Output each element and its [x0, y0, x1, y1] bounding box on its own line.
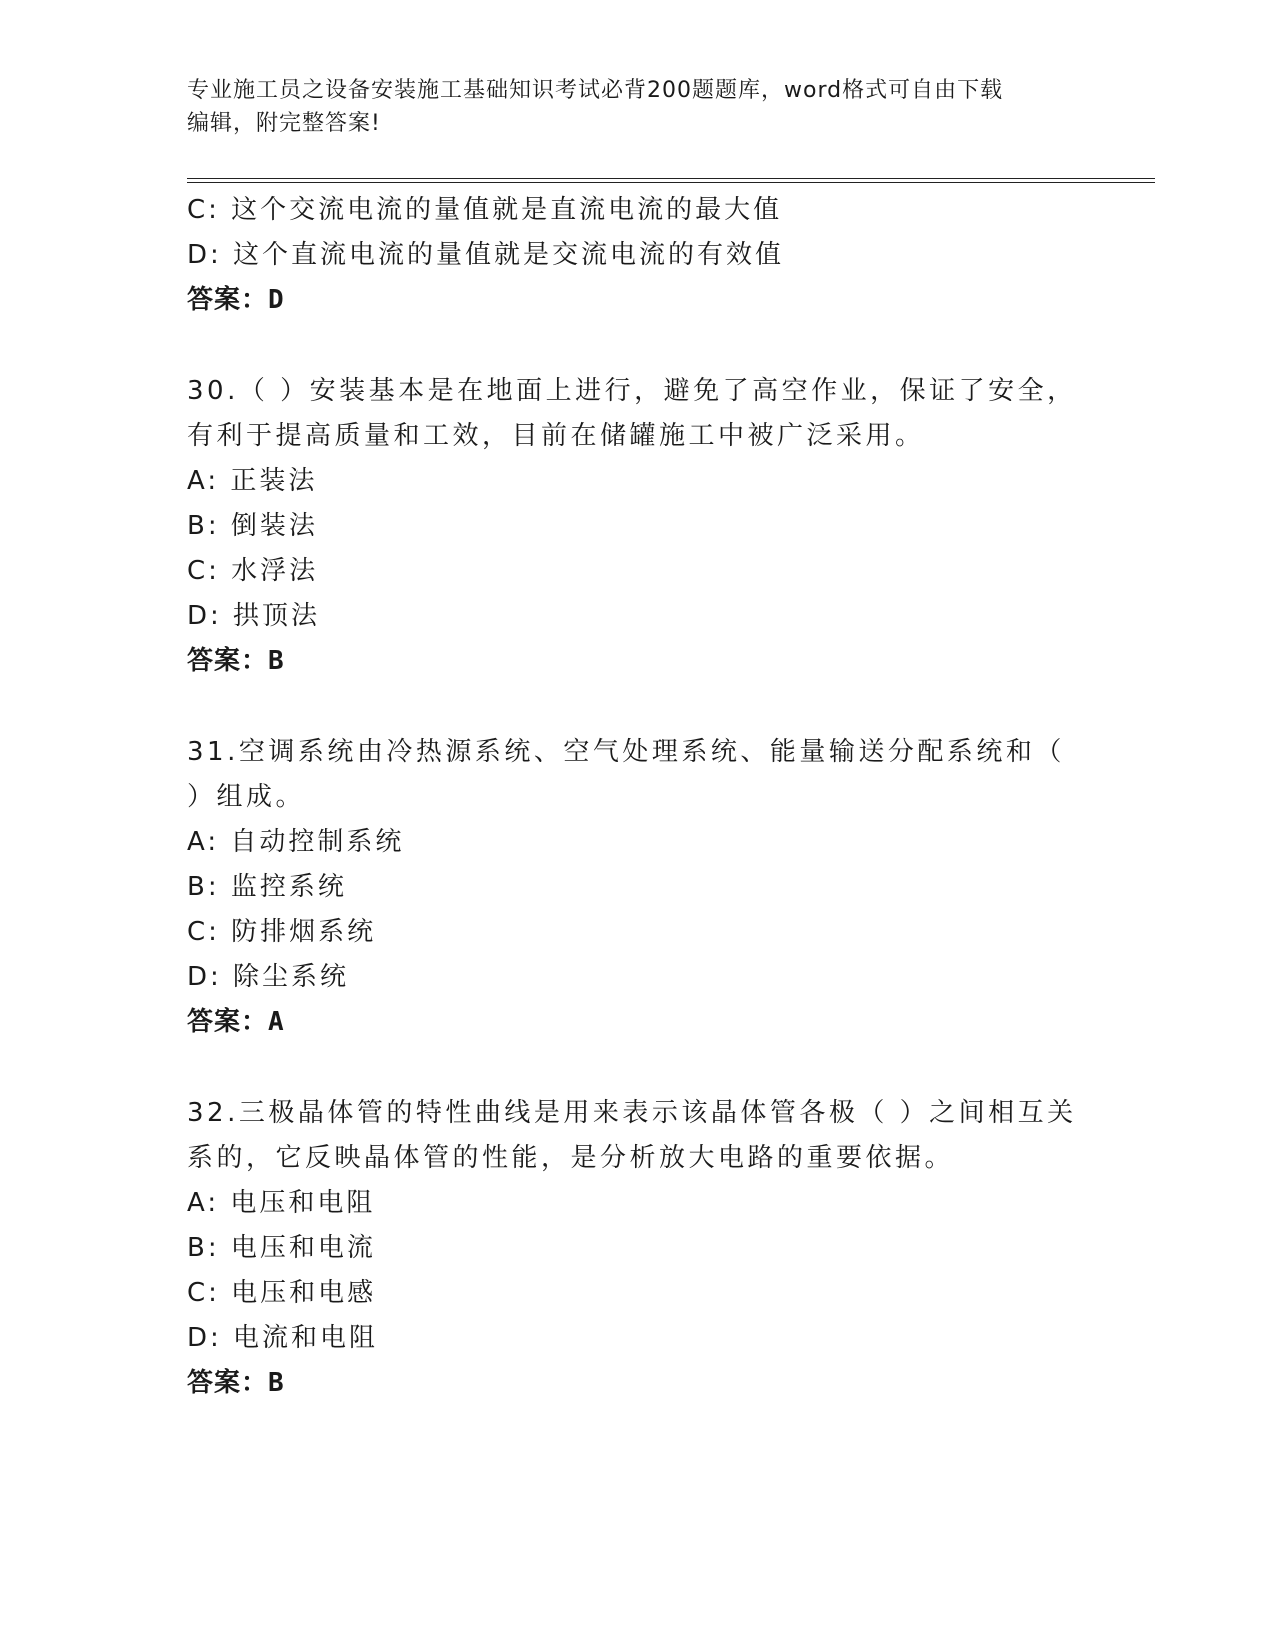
option-d: D: 这个直流电流的量值就是交流电流的有效值 — [187, 240, 785, 270]
spacer — [187, 684, 1067, 730]
option-b: B: 电压和电流 — [187, 1233, 376, 1263]
option-b: B: 监控系统 — [187, 872, 347, 902]
option-c: C: 这个交流电流的量值就是直流电流的最大值 — [187, 195, 783, 225]
option-a: A: 自动控制系统 — [187, 827, 405, 857]
option-d: D: 电流和电阻 — [187, 1323, 379, 1353]
question-stem-line-2: 系的，它反映晶体管的性能，是分析放大电路的重要依据。 — [187, 1143, 955, 1173]
page-header — [187, 74, 1087, 140]
option-a: A: 电压和电阻 — [187, 1188, 376, 1218]
option-a: A: 正装法 — [187, 466, 318, 496]
previous-question-tail — [187, 188, 1067, 323]
header-title-line-1: 专业施工员之设备安装施工基础知识考试必背200题题库，word格式可自由下载 — [187, 78, 1004, 103]
answer: 答案：A — [187, 1007, 285, 1037]
question-stem-line-2: 有利于提高质量和工效，目前在储罐施工中被广泛采用。 — [187, 421, 925, 451]
header-divider — [187, 178, 1155, 183]
spacer — [187, 1045, 1067, 1091]
question-30 — [187, 369, 1077, 684]
answer: 答案：B — [187, 1368, 285, 1398]
option-d: D: 拱顶法 — [187, 601, 321, 631]
option-d: D: 除尘系统 — [187, 962, 350, 992]
option-c: C: 水浮法 — [187, 556, 319, 586]
option-c: C: 电压和电感 — [187, 1278, 377, 1308]
spacer — [187, 323, 1067, 369]
question-32 — [187, 1091, 1077, 1406]
answer: 答案：B — [187, 646, 285, 676]
question-stem-line-1: 30.（ ）安装基本是在地面上进行，避免了高空作业，保证了安全， — [187, 376, 1077, 406]
option-b: B: 倒装法 — [187, 511, 318, 541]
header-title-line-2: 编辑，附完整答案! — [187, 111, 381, 136]
question-stem-line-2: ）组成。 — [187, 782, 306, 812]
question-stem-line-1: 31.空调系统由冷热源系统、空气处理系统、能量输送分配系统和（ — [187, 737, 1065, 767]
option-c: C: 防排烟系统 — [187, 917, 377, 947]
answer: 答案：D — [187, 285, 285, 315]
document-body — [187, 188, 1077, 1406]
question-31 — [187, 730, 1067, 1045]
question-stem-line-1: 32.三极晶体管的特性曲线是用来表示该晶体管各极（ ）之间相互关 — [187, 1098, 1077, 1128]
